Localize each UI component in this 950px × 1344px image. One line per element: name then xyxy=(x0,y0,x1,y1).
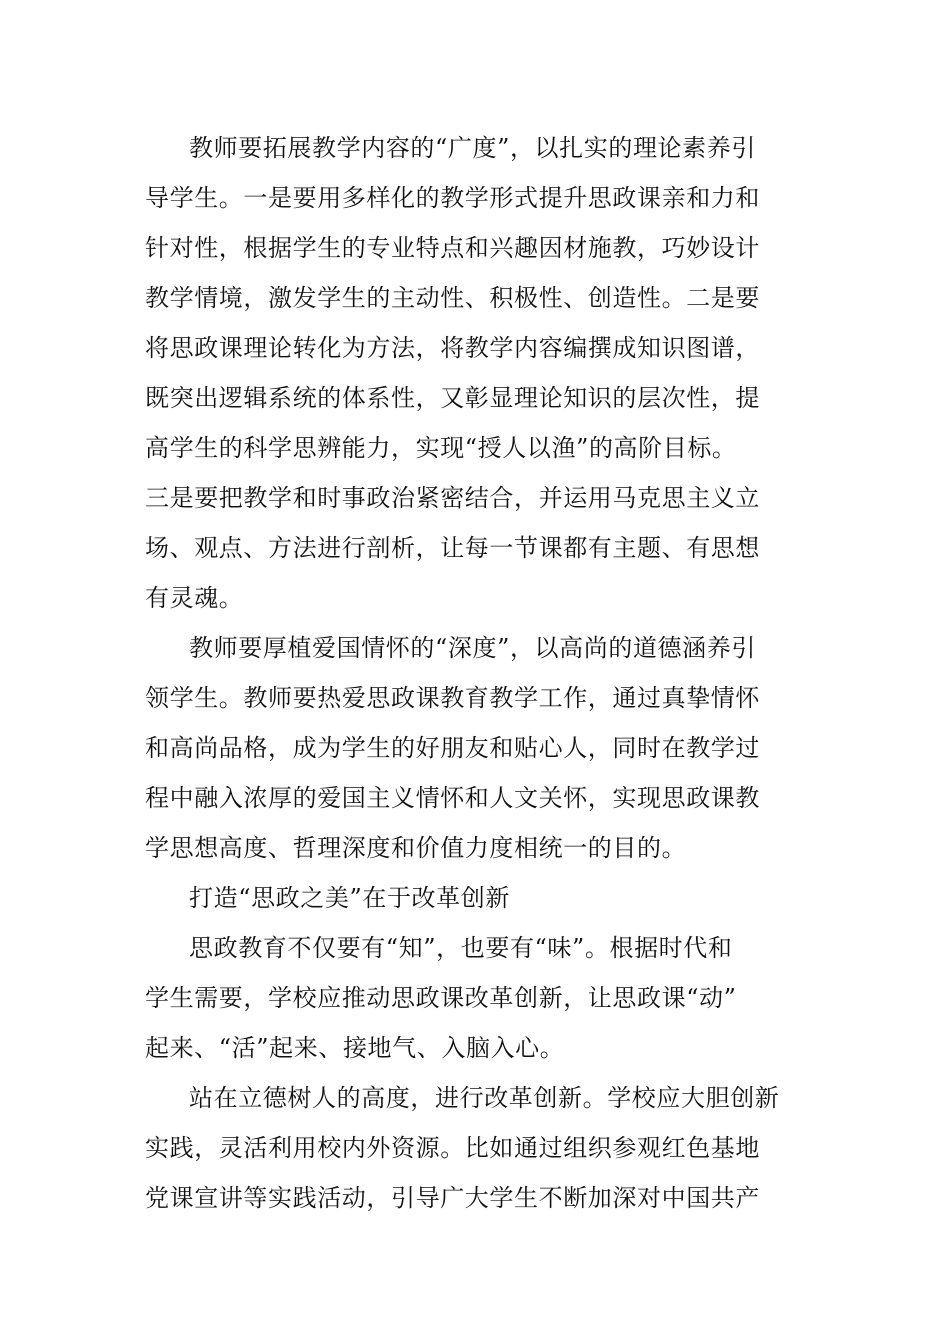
section-heading xyxy=(145,873,810,923)
text-line: 场、观点、方法进行剖析，让每一节课都有主题、有思想 xyxy=(145,534,760,562)
text-line: 学生需要，学校应推动思政课改革创新，让思政课“动” xyxy=(145,984,737,1012)
document-body xyxy=(145,123,810,1223)
text-line: 教师要厚植爱国情怀的“深度”，以高尚的道德涵养引 xyxy=(189,634,756,662)
text-line: 打造“思政之美”在于改革创新 xyxy=(189,884,510,912)
text-line: 党课宣讲等实践活动，引导广大学生不断加深对中国共产 xyxy=(145,1184,760,1212)
paragraph-breadth xyxy=(145,123,810,623)
text-line: 思政教育不仅要有“知”，也要有“味”。根据时代和 xyxy=(189,934,733,962)
text-line: 三是要把教学和时事政治紧密结合，并运用马克思主义立 xyxy=(145,484,760,512)
text-line: 将思政课理论转化为方法，将教学内容编撰成知识图谱， xyxy=(145,334,760,362)
text-line: 高学生的科学思辨能力，实现“授人以渔”的高阶目标。 xyxy=(145,434,737,462)
paragraph-innovation xyxy=(145,1073,810,1223)
text-line: 教师要拓展教学内容的“广度”，以扎实的理论素养引 xyxy=(189,134,756,162)
text-line: 学思想高度、哲理深度和价值力度相统一的目的。 xyxy=(145,834,687,862)
text-line: 领学生。教师要热爱思政课教育教学工作，通过真挚情怀 xyxy=(145,684,760,712)
text-line: 导学生。一是要用多样化的教学形式提升思政课亲和力和 xyxy=(145,184,760,212)
text-line: 起来、“活”起来、接地气、入脑入心。 xyxy=(145,1034,565,1062)
text-line: 有灵魂。 xyxy=(145,584,244,612)
text-line: 站在立德树人的高度，进行改革创新。学校应大胆创新 xyxy=(189,1084,780,1112)
text-line: 实践，灵活利用校内外资源。比如通过组织参观红色基地 xyxy=(145,1134,760,1162)
paragraph-depth xyxy=(145,623,810,873)
text-line: 针对性，根据学生的专业特点和兴趣因材施教，巧妙设计 xyxy=(145,234,760,262)
text-line: 既突出逻辑系统的体系性，又彰显理论知识的层次性，提 xyxy=(145,384,760,412)
paragraph-taste xyxy=(145,923,810,1073)
text-line: 教学情境，激发学生的主动性、积极性、创造性。二是要 xyxy=(145,284,760,312)
text-line: 和高尚品格，成为学生的好朋友和贴心人，同时在教学过 xyxy=(145,734,760,762)
text-line: 程中融入浓厚的爱国主义情怀和人文关怀，实现思政课教 xyxy=(145,784,760,812)
